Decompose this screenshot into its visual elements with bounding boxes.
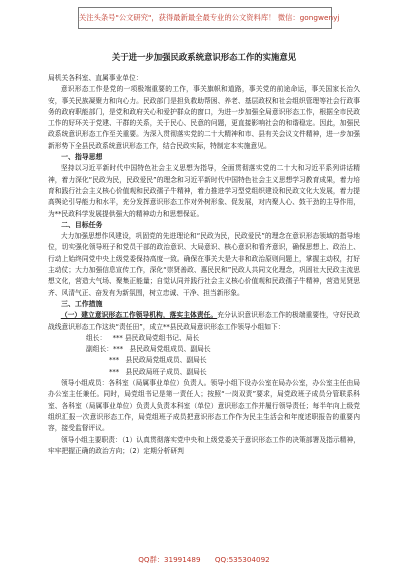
section-1-body: 坚持以习近平新时代中国特色社会主义思想为指导，全面贯彻落实党的二十大和习近平系列讲话精神，着力深化“民政为民，民政爱民”的理念和习近平新时代中国特色社会主义思想学习教育成果，着力培育和践行社会主义核心价值观和民政孺子牛精神，着力推进学习型党组织建设和民政文化大发展，着力提高舆论引导能力和水平，充分发挥意识形态工作对外树形象、促发展，对内聚人心、鼓干劲的主导作用，为**民政科学发展提供强大的精神动力和思想保证。	[48, 164, 360, 218]
member-line: 副组长：*** 县民政局党组成员、副局长	[86, 345, 211, 354]
footer-qq-group: QQ群：31991489	[138, 555, 201, 564]
promo-banner-text: 关注头条号"公文研究"，获得最新最全最专业的公文资料库！ 微信：gongwenyj	[79, 13, 340, 22]
footer-contact	[0, 555, 408, 565]
promo-banner	[78, 7, 340, 29]
intro-paragraph: 意识形态工作是党的一项极端重要的工作，事关旗帜和道路，事关党的前途命运，事关国家长治久安，事关民族凝聚力和向心力。民政部门是担负救助帮困、养老、基层政权和社会组织管理等社会行政事务的政府职能部门，是党和政府关心和爱护群众的窗口，为进一步加强全局意识形态工作，根据全市民政工作的好环关于党建、干群的关系，关于民心、民意的问题，更直接影响社会的和谐稳定。因此，加强民政系统意识形态工作至关重要。为深入贯彻落实党的二十大精神和市、县有关会议文件精神，进一步加强新形势下全县民政系统意识形态工作，结合民政实际，特制定本实施意见。	[48, 85, 360, 150]
section-1-heading: 一、指导思想	[61, 153, 103, 162]
footer-qq: QQ:535304092	[214, 555, 270, 564]
measure-1-heading: （一）建立意识形态工作领导机构，落实主体责任。	[60, 311, 218, 320]
measure-1-body: 充分认识意识形态工作的极端重要性，守好民政战线意识形态工作这块“责任田”，成立**县民政局意识形态工作领导小组如下：	[48, 311, 360, 331]
document-title: 关于进一步加强民政系统意识形态工作的实施意见	[111, 52, 297, 62]
document-body	[48, 52, 360, 457]
group-duties-paragraph: 领导小组主要职责：（1）认真贯彻落实党中央和上级党委关于意识形态工作的决策部署及指示精神，牢牢把握正确的政治方向；（2）定期分析研判	[48, 435, 360, 455]
member-line: 组长： *** 县民政局党组书记、局长	[86, 333, 200, 342]
measure-1-paragraph	[48, 310, 360, 333]
group-members-paragraph: 领导小组成员：各科室（局属事业单位）负责人。领导小组下设办公室在局办公室，办公室主任由局办公室主任兼任。同时，局党组书记是第一责任人；按照“一岗双责”要求，局党政班子成员分管联系科室、各科室（局属事业单位）负责人负责本科室（单位）意识形态工作并履行领导责任；每半年向上级党组织汇报一次意识形态工作，局党组班子成员把意识形态工作作为民主生活会和年度述职报告的重要内容，接受监督评议。	[48, 379, 360, 433]
salutation: 局机关各科室、直属事业单位：	[48, 74, 143, 82]
section-2-body: 大力加强思想作风建设，巩固党的先进理论和“民政为民，民政爱民”的理念在意识形态领域的指导地位，切实强化领导班子和党员干部的政治意识、大局意识、核心意识和看齐意识，确保思想上、政治上、行动上始终同党中央上级党委保持高度一致。确保在事关大是大非和政治原则问题上，掌握主动权，打好主动仗；大力加强信息宣传工作，深化“崇贤善政、惠民民和”民政人共同文化理念，巩固社大民政主流思想文化，营造大气场、聚集正能量；自觉认同并践行社会主义核心价值观和民政孺子牛精神，营造见贤思齐、风清气正、奋发有为新氛围，树立忠诚、干净、担当新形象。	[48, 232, 360, 297]
member-line: *** 县民政局党组成员、副局长	[109, 356, 207, 365]
section-2-heading: 二、目标任务	[61, 220, 103, 229]
member-line: *** 县民政局班子成员、副局长	[109, 367, 207, 376]
section-3-heading: 三、工作措施	[61, 299, 103, 308]
